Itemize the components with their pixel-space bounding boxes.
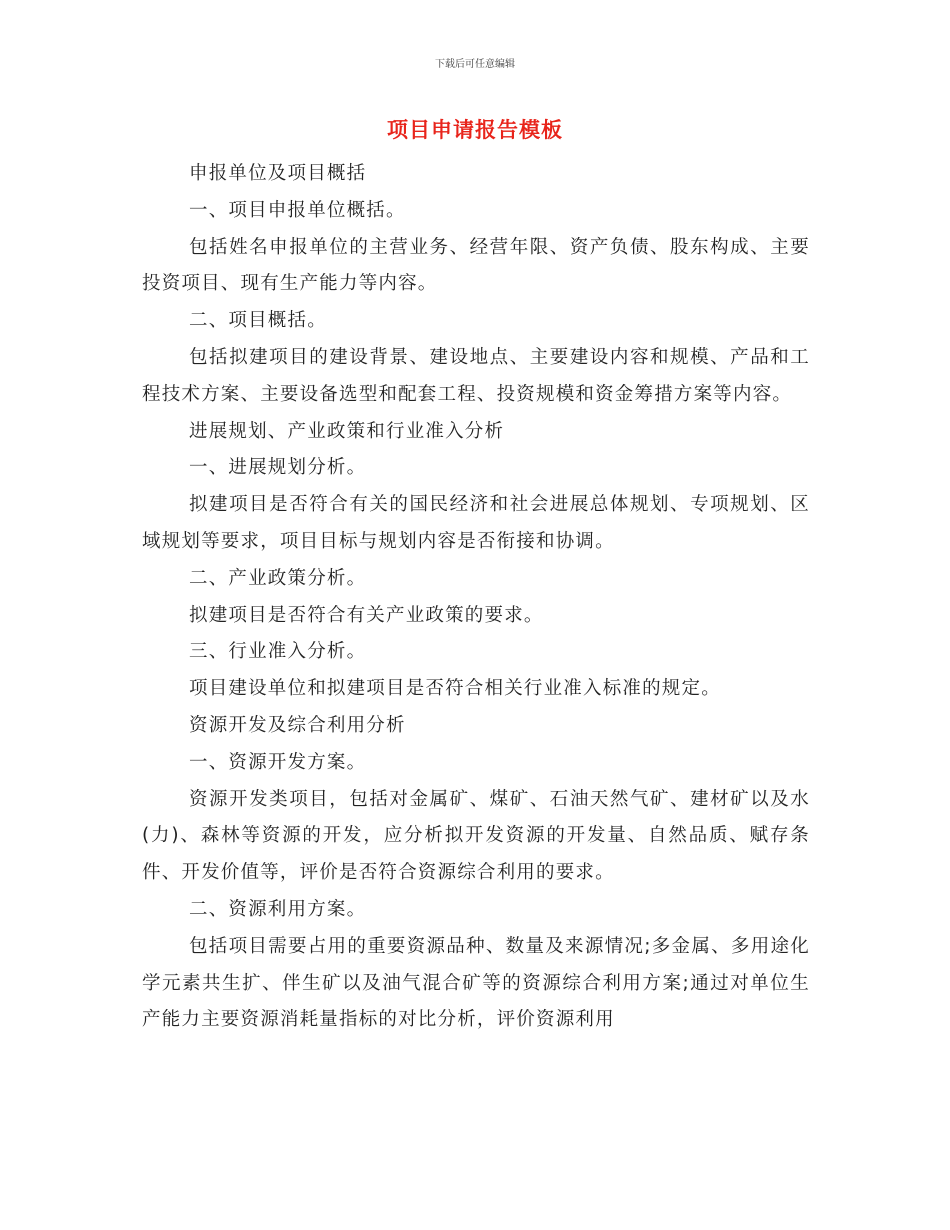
subheading-planning-analysis: 一、进展规划分析。 xyxy=(189,457,367,479)
section-heading-resource-analysis: 资源开发及综合利用分析 xyxy=(189,714,406,736)
paragraph-applicant-details: 包括姓名申报单位的主营业务、经营年限、资产负债、股东构成、主要投资项目、现有生产能力等内容。 xyxy=(142,236,810,295)
subheading-resource-development: 一、资源开发方案。 xyxy=(189,751,367,773)
subheading-resource-utilization: 二、资源利用方案。 xyxy=(189,898,367,920)
subheading-policy-analysis: 二、产业政策分析。 xyxy=(189,567,367,589)
paragraph-resource-utilization: 包括项目需要占用的重要资源品种、数量及来源情况;多金属、多用途化学元素共生扩、伴生矿以及油气混合矿等的资源综合利用方案;通过对单位生产能力主要资源消耗量指标的对比分析，评价资源利用 xyxy=(142,935,810,1031)
document-body xyxy=(142,156,810,1039)
document-title: 项目申请报告模板 xyxy=(387,118,563,142)
paragraph-project-details: 包括拟建项目的建设背景、建设地点、主要建设内容和规模、产品和工程技术方案、主要设备选型和配套工程、投资规模和资金筹措方案等内容。 xyxy=(142,346,810,405)
paragraph-resource-development: 资源开发类项目，包括对金属矿、煤矿、石油天然气矿、建材矿以及水(力)、森林等资源的开发，应分析拟开发资源的开发量、自然品质、赋存条件、开发价值等，评价是否符合资源综合利用的要求。 xyxy=(142,788,810,884)
section-heading-planning-policy: 进展规划、产业政策和行业准入分析 xyxy=(189,420,505,442)
subheading-applicant-overview: 一、项目申报单位概括。 xyxy=(189,199,406,221)
subheading-project-overview: 二、项目概括。 xyxy=(189,310,327,332)
section-heading-applicant-overview: 申报单位及项目概括 xyxy=(189,163,367,184)
page-header-note: 下载后可任意编辑 xyxy=(435,59,515,70)
paragraph-planning-analysis: 拟建项目是否符合有关的国民经济和社会进展总体规划、专项规划、区域规划等要求，项目目标与规划内容是否衔接和协调。 xyxy=(142,494,810,552)
subheading-industry-access: 三、行业准入分析。 xyxy=(189,641,367,663)
paragraph-policy-analysis: 拟建项目是否符合有关产业政策的要求。 xyxy=(189,604,544,626)
paragraph-industry-access: 项目建设单位和拟建项目是否符合相关行业准入标准的规定。 xyxy=(189,678,721,700)
